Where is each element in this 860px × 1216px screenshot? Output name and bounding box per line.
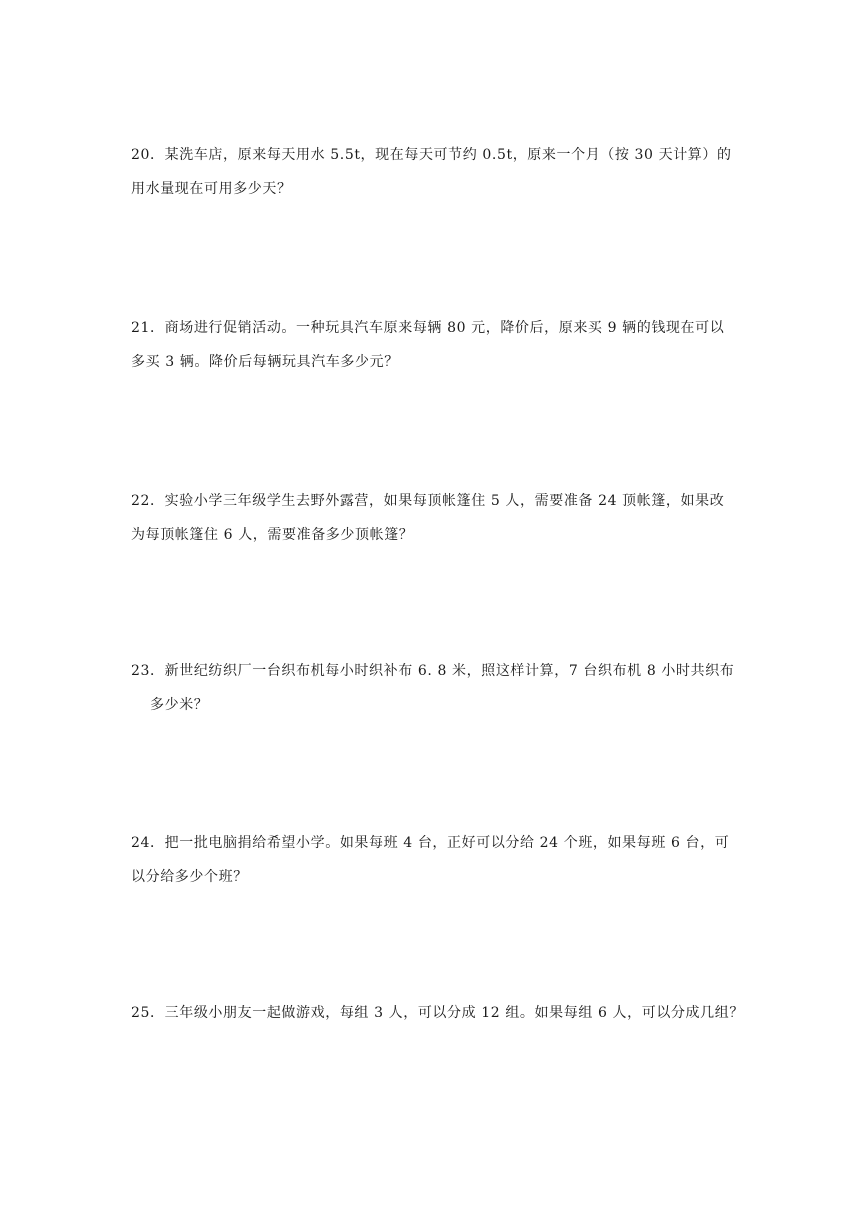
question-22 bbox=[131, 484, 731, 552]
question-20-line-2: 用水量现在可用多少天？ bbox=[131, 181, 292, 197]
question-20-line-1: 20．某洗车店，原来每天用水 5.5t，现在每天可节约 0.5t，原来一个月（按 30 天计算）的 bbox=[131, 147, 732, 163]
question-25 bbox=[131, 996, 744, 1030]
question-22-line-2: 为每顶帐篷住 6 人，需要准备多少顶帐篷？ bbox=[131, 527, 414, 543]
question-22-line-1: 22．实验小学三年级学生去野外露营，如果每顶帐篷住 5 人，需要准备 24 顶帐篷，如果改 bbox=[131, 493, 725, 509]
question-24 bbox=[131, 826, 731, 894]
question-24-line-1: 24．把一批电脑捐给希望小学。如果每班 4 台，正好可以分给 24 个班，如果每班 6 台，可 bbox=[131, 835, 730, 851]
question-23 bbox=[131, 654, 735, 722]
question-21 bbox=[131, 311, 731, 379]
question-25-line-1: 25．三年级小朋友一起做游戏，每组 3 人，可以分成 12 组。如果每组 6 人，可以分成几组？ bbox=[131, 1005, 744, 1021]
question-21-line-2: 多买 3 辆。降价后每辆玩具汽车多少元？ bbox=[131, 354, 399, 370]
question-23-line-2: 多少米？ bbox=[150, 697, 209, 713]
question-20 bbox=[131, 138, 731, 206]
question-21-line-1: 21．商场进行促销活动。一种玩具汽车原来每辆 80 元，降价后，原来买 9 辆的钱现在可以 bbox=[131, 320, 725, 336]
question-24-line-2: 以分给多少个班？ bbox=[131, 869, 248, 885]
question-23-line-1: 23．新世纪纺织厂一台织布机每小时织补布 6. 8 米，照这样计算，7 台织布机 8 小时共织布 bbox=[131, 663, 735, 679]
